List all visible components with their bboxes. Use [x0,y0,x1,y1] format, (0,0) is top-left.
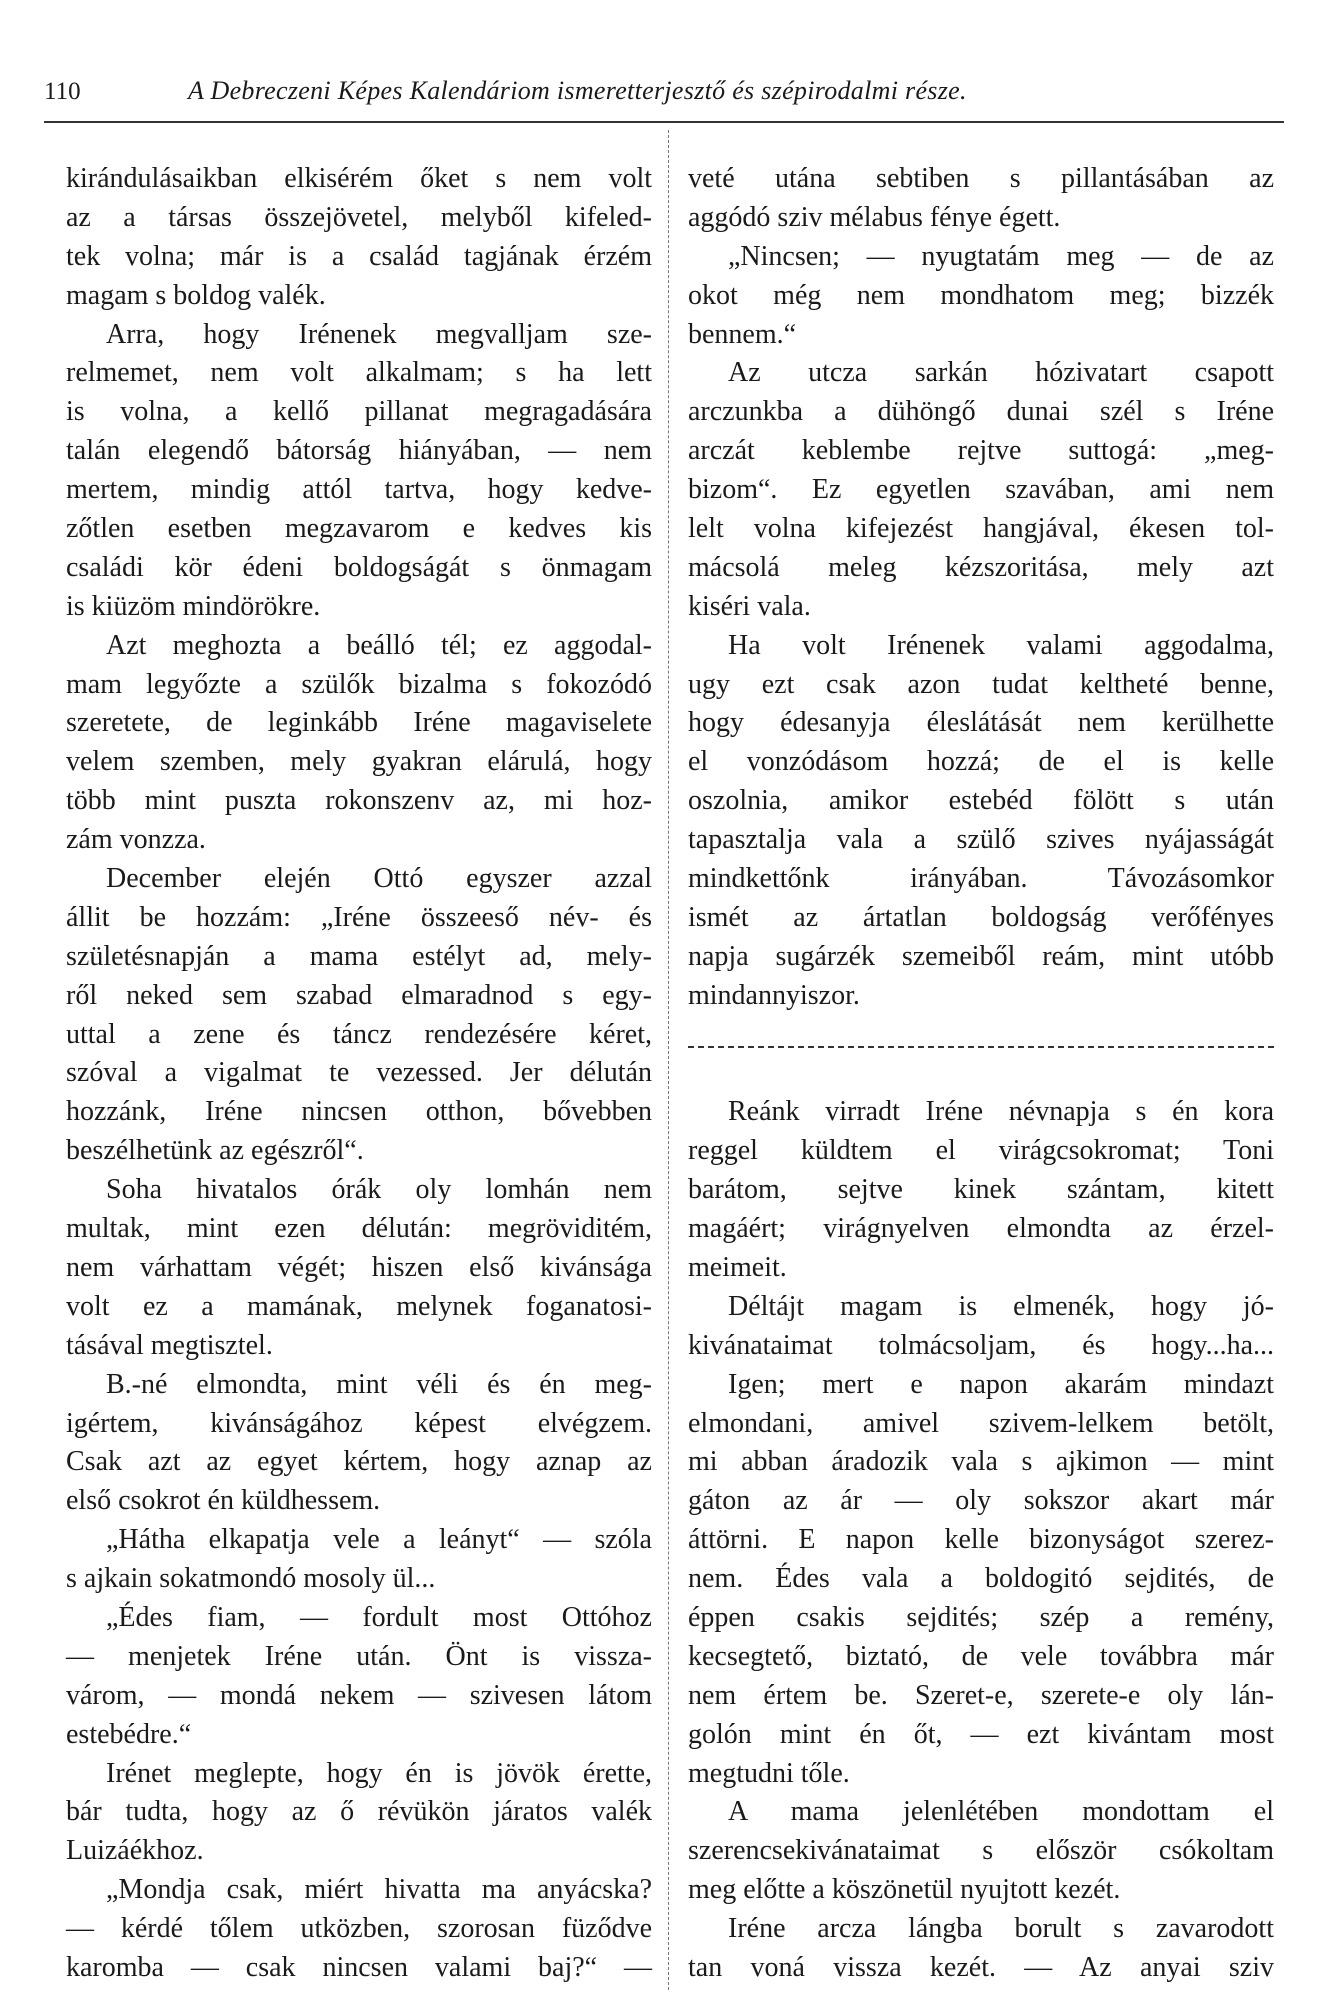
text-line: uttal a zene és táncz rendezésére kéret, [66,1018,652,1050]
page-number: 110 [44,78,81,105]
text-line: gáton az ár — oly sokszor akart már [688,1485,1274,1517]
text-line: szerencsekivánataimat s először csókoltam [688,1835,1274,1867]
text-line: magam s boldog valék. [66,279,326,311]
text-line: s ajkain sokatmondó mosoly ül... [66,1563,436,1595]
text-line: mindannyiszor. [688,979,860,1011]
text-line: állit be hozzám: „Iréne összeeső név- és [66,901,652,933]
text-line: mam legyőzte a szülők bizalma s fokozódó [66,668,652,700]
text-line: Az utcza sarkán hózivatart csapott [728,357,1274,389]
text-line: nem várhattam végét; hiszen első kivánsága [66,1251,652,1283]
text-line: hozzánk, Iréne nincsen otthon, bővebben [66,1096,652,1128]
running-header-title: A Debreczeni Képes Kalendáriom ismeretterjesztő és szépirodalmi része. [188,76,967,105]
text-line: relmemet, nem volt alkalmam; s ha lett [66,357,652,389]
text-line: mi abban áradozik vala s ajkimon — mint [688,1446,1274,1478]
text-line: lelt volna kifejezést hangjával, ékesen tol- [688,513,1274,545]
text-line: B.-né elmondta, mint véli és én meg- [106,1368,652,1400]
text-line: zám vonzza. [66,824,206,856]
text-line: — kérdé tőlem utközben, szorosan füződve [66,1913,652,1945]
text-line: Arra, hogy Irénenek megvalljam sze- [106,318,652,350]
text-line: Igen; mert e napon akarám mindazt [728,1368,1274,1400]
text-line: meimeit. [688,1251,787,1283]
text-line: arczunkba a dühöngő dunai szél s Iréne [688,396,1274,428]
text-line: „Édes fiam, — fordult most Ottóhoz [106,1601,652,1633]
text-line: tapasztalja vala a szülő szives nyájasságát [688,824,1274,856]
text-line: karomba — csak nincsen valami baj?“ — [66,1951,652,1983]
text-line: velem szemben, mely gyakran elárulá, hogy [66,746,652,778]
text-line: megtudni tőle. [688,1757,850,1789]
text-line: el vonzódásom hozzá; de el is kelle [688,746,1274,778]
text-line: Luizáékhoz. [66,1835,204,1867]
text-line: — menjetek Iréne után. Önt is vissza- [66,1640,652,1672]
text-line: A mama jelenlétében mondottam el [728,1796,1274,1828]
text-line: is volna, a kellő pillanat megragadására [66,396,652,428]
text-line: napja sugárzék szemeiből reám, mint utóbb [688,940,1274,972]
text-line: mertem, mindig attól tartva, hogy kedve- [66,474,652,506]
text-line: Azt meghozta a beálló tél; ez aggodal- [106,629,652,661]
text-line: Déltájt magam is elmenék, hogy jó- [728,1290,1274,1322]
text-line: meg előtte a köszönetül nyujtott kezét. [688,1874,1121,1906]
text-line: barátom, sejtve kinek szántam, kitett [688,1174,1274,1206]
text-line: volt ez a mamának, melynek foganatosi- [66,1290,652,1322]
text-line: első csokrot én küldhessem. [66,1485,381,1517]
text-line: arczát keblembe rejtve suttogá: „meg- [688,435,1274,467]
text-line: golón mint én őt, — ezt kivántam most [688,1718,1274,1750]
text-line: okot még nem mondhatom meg; bizzék [688,279,1274,311]
left-column [66,160,652,1988]
text-line: kecsegtető, biztató, de vele továbbra már [688,1640,1274,1672]
text-line: kiséri vala. [688,590,811,622]
section-separator-rule [688,1016,1274,1094]
text-line: beszélhetünk az egészről“. [66,1135,364,1167]
text-line: bár tudta, hogy az ő révükön járatos valék [66,1796,652,1828]
text-line: zőtlen esetben megzavarom e kedves kis [66,513,652,545]
text-line: több mint puszta rokonszenv az, mi hoz- [66,785,652,817]
text-line: „Hátha elkapatja vele a leányt“ — szóla [106,1524,652,1556]
text-line: Ha volt Irénenek valami aggodalma, [728,629,1274,661]
text-line: kivánataimat tolmácsoljam, és hogy...ha... [688,1329,1274,1361]
text-line: hogy édesanyja éleslátását nem kerülhette [688,707,1274,739]
text-line: tek volna; már is a család tagjának érzém [66,240,652,272]
text-line: igértem, kivánságához képest elvégzem. [66,1407,652,1439]
text-line: Iréne arcza lángba borult s zavarodott [728,1913,1274,1945]
text-line: szeretete, de leginkább Iréne magaviselete [66,707,652,739]
text-line: ugy ezt csak azon tudat keltheté benne, [688,668,1274,700]
text-line: családi kör édeni boldogságát s önmagam [66,551,652,583]
text-line: „Mondja csak, miért hivatta ma anyácska? [106,1874,652,1906]
text-line: aggódó sziv mélabus fénye égett. [688,201,1061,233]
text-line: áttörni. E napon kelle bizonyságot szerez- [688,1524,1274,1556]
text-line: nem. Édes vala a boldogitó sejdités, de [688,1563,1274,1595]
text-line: ről neked sem szabad elmaradnod s egy- [66,979,652,1011]
header-rule [44,121,1284,123]
text-line: oszolnia, amikor estebéd fölött s után [688,785,1274,817]
text-line: éppen csakis sejdités; szép a remény, [688,1601,1274,1633]
text-line: Csak azt az egyet kértem, hogy aznap az [66,1446,652,1478]
text-line: magáért; virágnyelven elmondta az érzel- [688,1213,1274,1245]
text-line: kirándulásaikban elkisérém őket s nem volt [66,163,652,194]
text-line: reggel küldtem el virágcsokromat; Toni [688,1135,1274,1167]
text-line: születésnapján a mama estélyt ad, mely- [66,940,652,972]
text-line: ismét az ártatlan boldogság verőfényes [688,901,1274,933]
text-line: az a társas összejövetel, melyből kifeled- [66,201,652,233]
text-line: bennem.“ [688,318,797,350]
text-line: veté utána sebtiben s pillantásában az [688,163,1274,194]
text-line: Reánk virradt Iréne névnapja s én kora [728,1096,1274,1128]
text-line: Irénet meglepte, hogy én is jövök érette, [106,1757,652,1789]
text-line: Soha hivatalos órák oly lomhán nem [106,1174,652,1206]
text-line: is kiüzöm mindörökre. [66,590,321,622]
text-line: „Nincsen; — nyugtatám meg — de az [728,240,1274,272]
text-line: elmondani, amivel szivem-lelkem betölt, [688,1407,1274,1439]
right-column [688,160,1274,1988]
text-line: mindkettőnk irányában. Távozásomkor [688,863,1274,895]
text-line: bizom“. Ez egyetlen szavában, ami nem [688,474,1274,506]
text-line: tan voná vissza kezét. — Az anyai sziv [688,1951,1274,1983]
text-line: mácsolá meleg kézszoritása, mely azt [688,551,1274,583]
text-line: December elején Ottó egyszer azzal [106,863,652,895]
text-line: multak, mint ezen délután: megröviditém, [66,1213,652,1245]
text-line: talán elegendő bátorság hiányában, — nem [66,435,652,467]
text-line: várom, — mondá nekem — szivesen látom [66,1679,652,1711]
text-line: szóval a vigalmat te vezessed. Jer délután [66,1057,652,1089]
column-divider [668,130,669,1990]
text-line: estebédre.“ [66,1718,192,1750]
text-line: tásával megtisztel. [66,1329,273,1361]
text-line: nem értem be. Szeret-e, szerete-e oly lán- [688,1679,1274,1711]
